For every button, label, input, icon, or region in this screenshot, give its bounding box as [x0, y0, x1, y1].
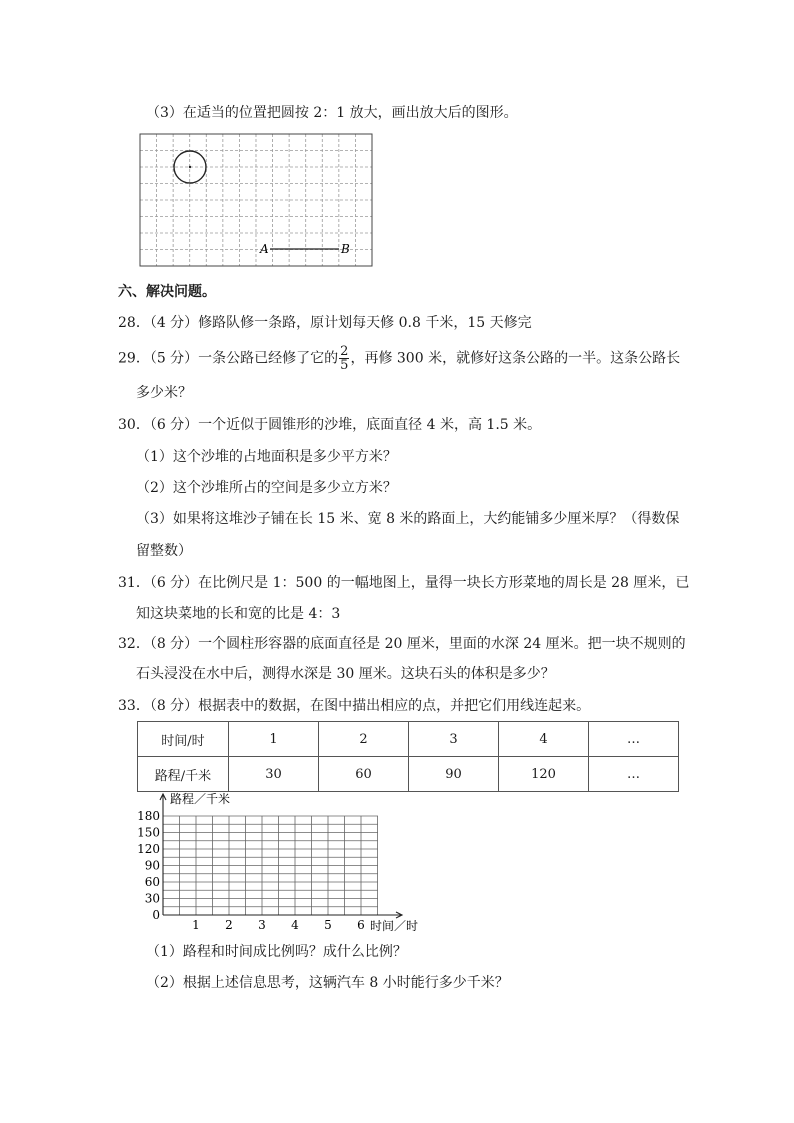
q30-part3-line1: （3）如果将这堆沙子铺在长 15 米、宽 8 米的路面上，大约能铺多少厘米厚？（得数保: [136, 511, 680, 527]
table-cell: 90: [409, 757, 499, 792]
y-tick-label: 30: [144, 891, 160, 906]
x-tick-label: 6: [357, 918, 365, 932]
table-cell: 30: [229, 757, 319, 792]
x-tick-label: 3: [258, 918, 266, 932]
x-axis-label: 时间／时: [370, 919, 419, 933]
x-tick-label: 2: [225, 918, 233, 932]
table-cell: 3: [409, 722, 499, 757]
q27-part3: （3）在适当的位置把圆按 2：1 放大，画出放大后的图形。: [146, 105, 518, 121]
q29-line1: [118, 345, 680, 372]
y-tick-label: 0: [152, 908, 160, 922]
q32-line2: 石头浸没在水中后，测得水深是 30 厘米。这块石头的体积是多少？: [136, 666, 555, 682]
label-a: A: [260, 242, 269, 256]
section-title: 六、解决问题。: [118, 284, 216, 300]
circle-center: [189, 166, 191, 168]
table-cell: …: [589, 722, 679, 757]
y-tick-label: 60: [144, 875, 160, 889]
x-tick-label: 5: [324, 918, 332, 932]
q30-part3-line2: 留整数）: [136, 543, 192, 559]
q30: 30．（6 分）一个近似于圆锥形的沙堆，底面直径 4 米，高 1.5 米。: [118, 417, 542, 433]
q33: 33．（8 分）根据表中的数据，在图中描出相应的点，并把它们用线连起来。: [118, 698, 591, 714]
table-cell: 120: [499, 757, 589, 792]
q33-part1: （1）路程和时间成比例吗？成什么比例？: [146, 944, 407, 960]
table-cell: 2: [319, 722, 409, 757]
y-axis-label: 路程／千米: [170, 792, 231, 806]
q29-line2: 多少米？: [136, 385, 192, 401]
data-table: [137, 721, 679, 792]
q29-text-before: 29．（5 分）一条公路已经修了它的: [118, 350, 339, 367]
label-b: B: [341, 242, 350, 256]
q29-text-after: ，再修 300 米，就修好这条公路的一半。这条公路长: [350, 350, 681, 367]
table-cell: 60: [319, 757, 409, 792]
table-row: [138, 722, 679, 757]
table-cell: …: [589, 757, 679, 792]
table-cell: 时间/时: [138, 722, 229, 757]
fraction: [339, 345, 349, 372]
x-tick-label: 4: [291, 918, 299, 932]
table-cell: 路程/千米: [138, 757, 229, 792]
distance-time-chart: [130, 788, 430, 936]
table-cell: 1: [229, 722, 319, 757]
fraction-numerator: 2: [340, 344, 349, 359]
y-tick-label: 150: [137, 825, 160, 840]
y-tick-label: 90: [144, 858, 160, 873]
x-tick-label: 1: [192, 918, 200, 932]
q30-part1: （1）这个沙堆的占地面积是多少平方米？: [136, 449, 397, 465]
q31-line1: 31．（6 分）在比例尺是 1：500 的一幅地图上，量得一块长方形菜地的周长是 28 厘米，已: [118, 575, 690, 591]
q30-part2: （2）这个沙堆所占的空间是多少立方米？: [136, 480, 397, 496]
fraction-denominator: 5: [340, 358, 349, 373]
table-row: [138, 757, 679, 792]
q28: 28．（4 分）修路队修一条路，原计划每天修 0.8 千米，15 天修完: [118, 315, 532, 331]
q32-line1: 32．（8 分）一个圆柱形容器的底面直径是 20 厘米，里面的水深 24 厘米。把一块不规则的: [118, 636, 686, 652]
q31-line2: 知这块菜地的长和宽的比是 4：3: [136, 606, 341, 622]
enlarge-grid: [136, 131, 376, 271]
q33-part2: （2）根据上述信息思考，这辆汽车 8 小时能行多少千米？: [146, 975, 509, 991]
y-tick-label: 120: [137, 842, 160, 856]
table-cell: 4: [499, 722, 589, 757]
y-tick-label: 180: [137, 809, 160, 823]
